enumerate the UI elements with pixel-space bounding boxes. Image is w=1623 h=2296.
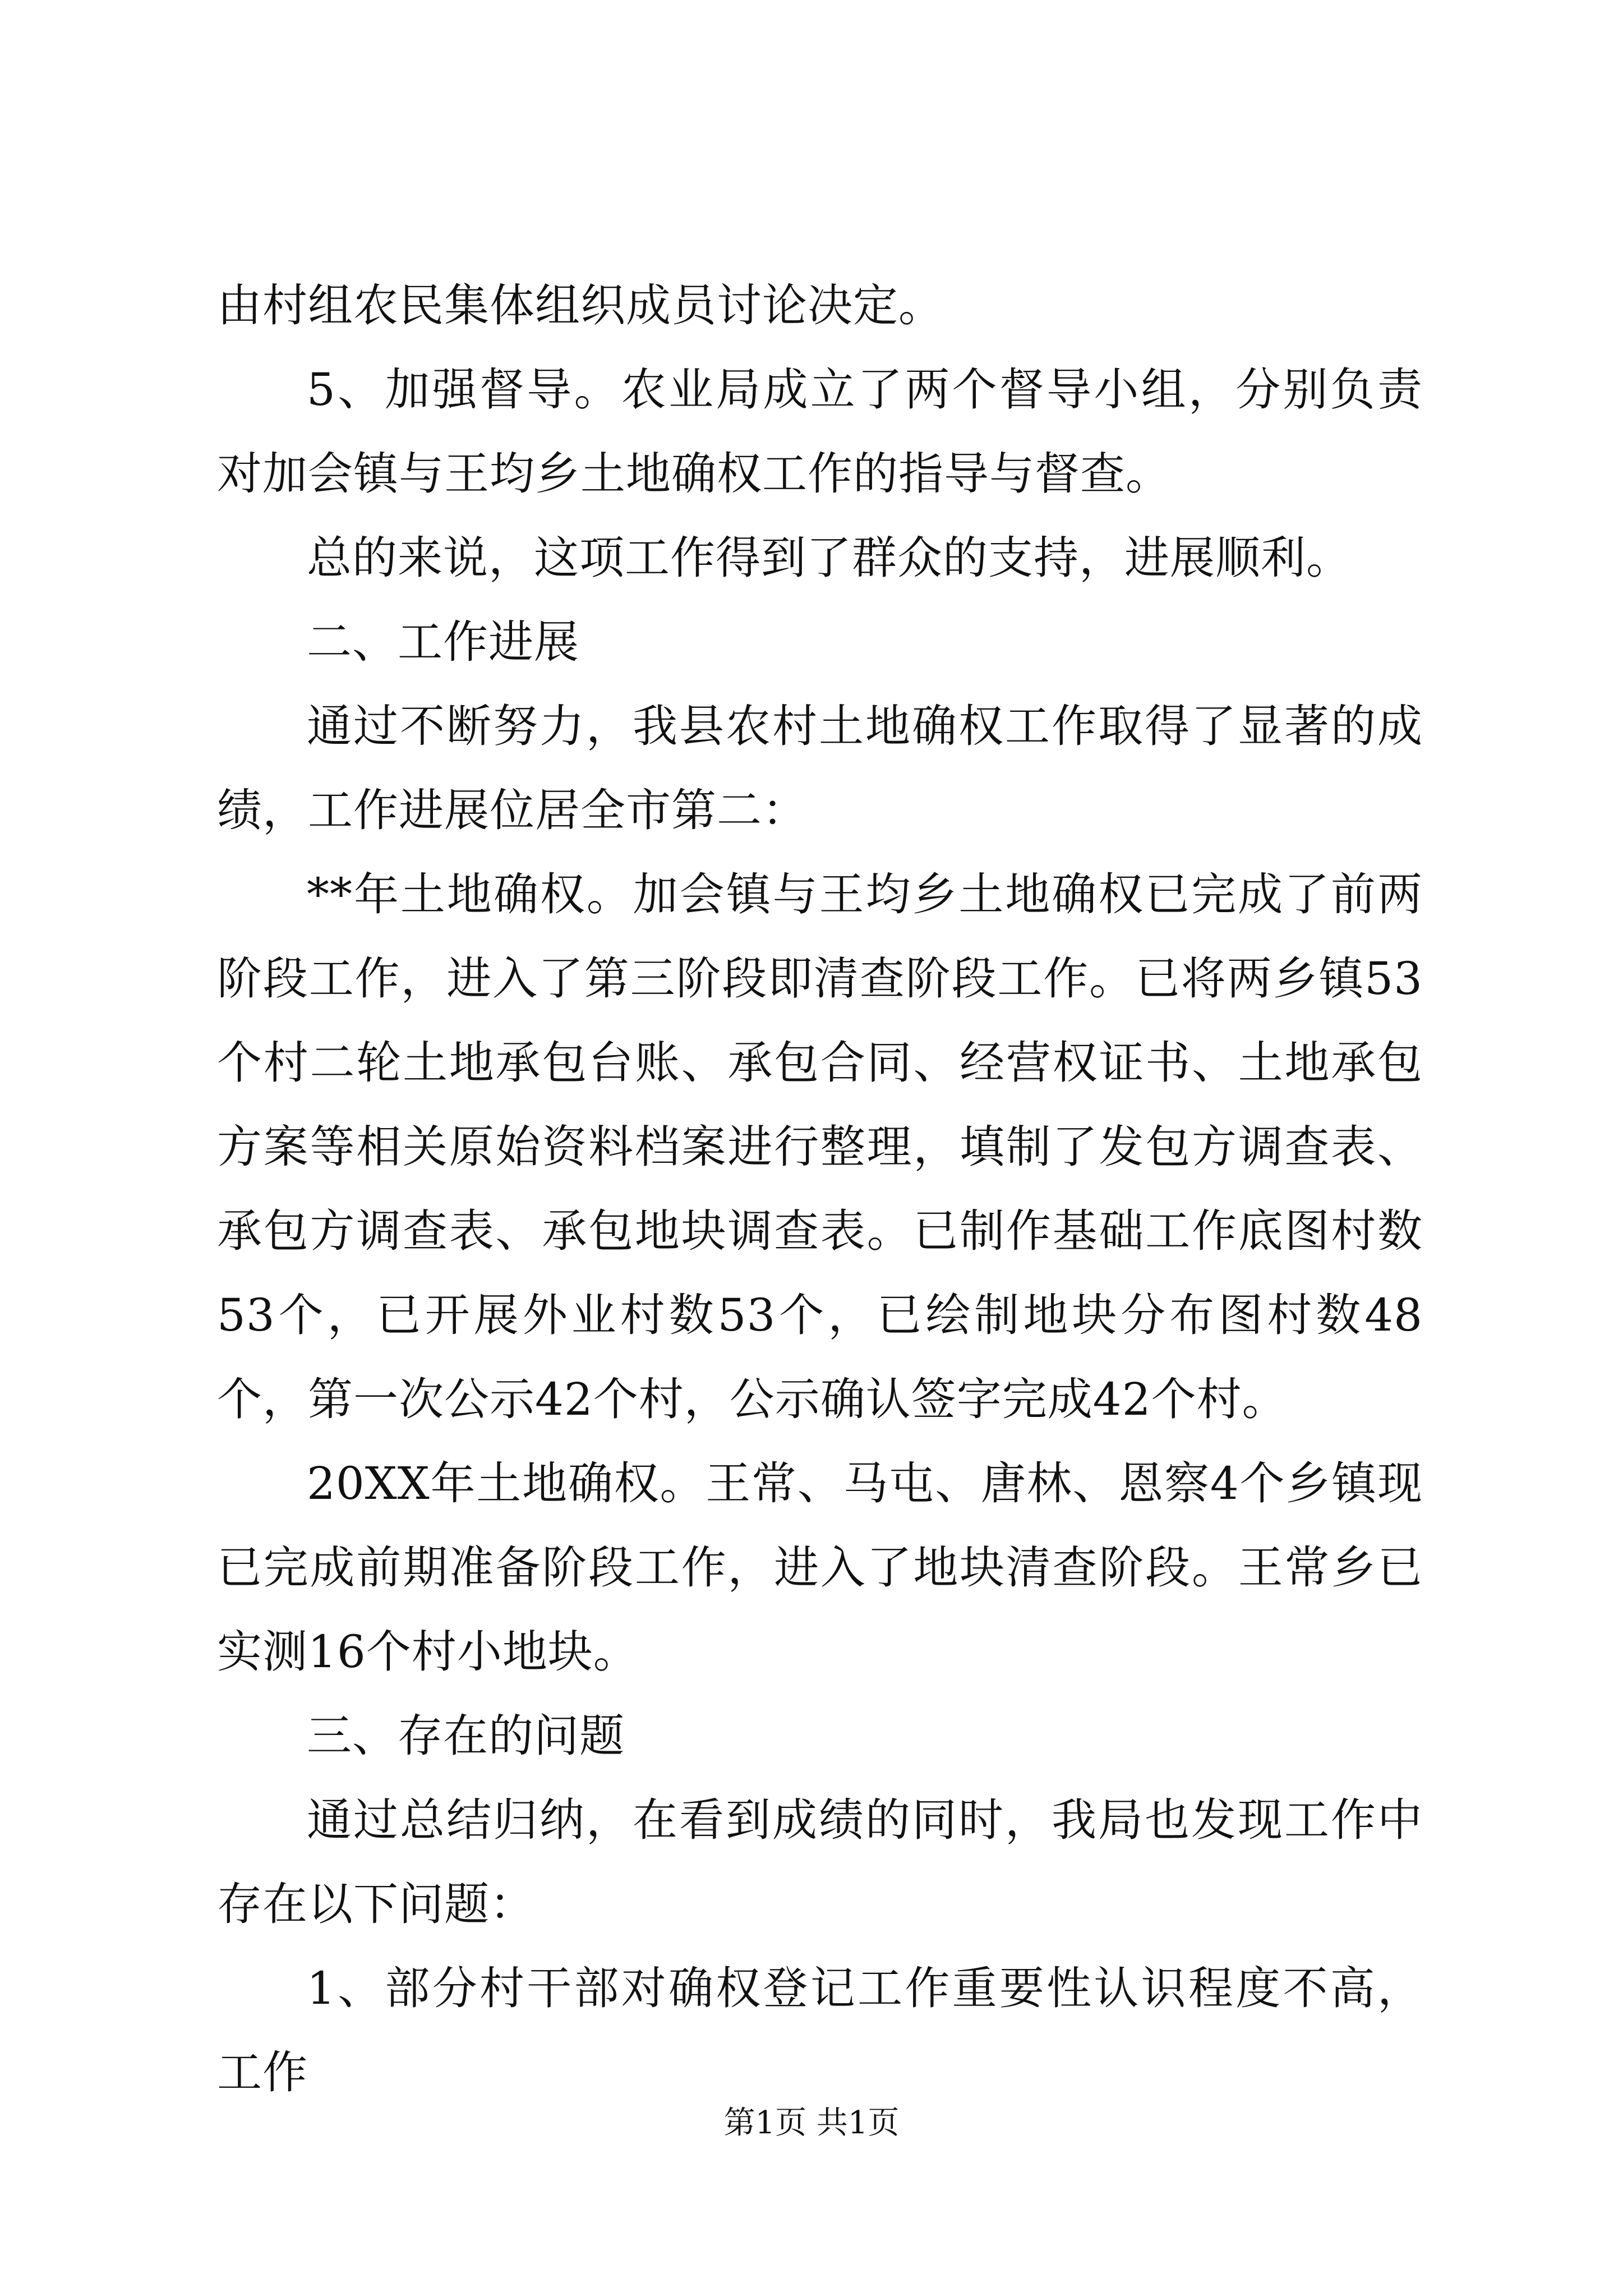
document-body [217, 264, 1423, 2115]
paragraph-year-confirmation: **年土地确权。加会镇与王均乡土地确权已完成了前两阶段工作，进入了第三阶段即清查阶段工作。已将两乡镇53个村二轮土地承包台账、承包合同、经营权证书、土地承包方案等相关原始资料档案进行整理，填制了发包方调查表、承包方调查表、承包地块调查表。已制作基础工作底图村数53个，已开展外业村数53个，已绘制地块分布图村数48个，第一次公示42个村，公示确认签字完成42个村。 [217, 868, 1423, 1425]
paragraph-20xx-confirmation: 20XX年土地确权。王常、马屯、唐林、恩察4个乡镇现已完成前期准备阶段工作，进入了地块清查阶段。王常乡已实测16个村小地块。 [217, 1457, 1423, 1678]
paragraph-progress-intro: 通过不断努力，我县农村土地确权工作取得了显著的成绩，工作进展位居全市第二： [217, 700, 1423, 836]
paragraph-summary: 总的来说，这项工作得到了群众的支持，进展顺利。 [307, 532, 1352, 584]
section-heading-problems: 三、存在的问题 [307, 1710, 625, 1762]
section-heading-progress: 二、工作进展 [307, 616, 579, 668]
paragraph-continuation: 由村组农民集体组织成员讨论决定。 [217, 279, 944, 332]
paragraph-problem-1: 1、部分村干部对确权登记工作重要性认识程度不高，工作 [217, 1962, 1423, 2099]
paragraph-problems-intro: 通过总结归纳，在看到成绩的同时，我局也发现工作中存在以下问题： [217, 1794, 1423, 1930]
paragraph-supervision: 5、加强督导。农业局成立了两个督导小组，分别负责对加会镇与王均乡土地确权工作的指导与督查。 [217, 364, 1423, 500]
page-footer: 第1页 共1页 [723, 2105, 900, 2141]
